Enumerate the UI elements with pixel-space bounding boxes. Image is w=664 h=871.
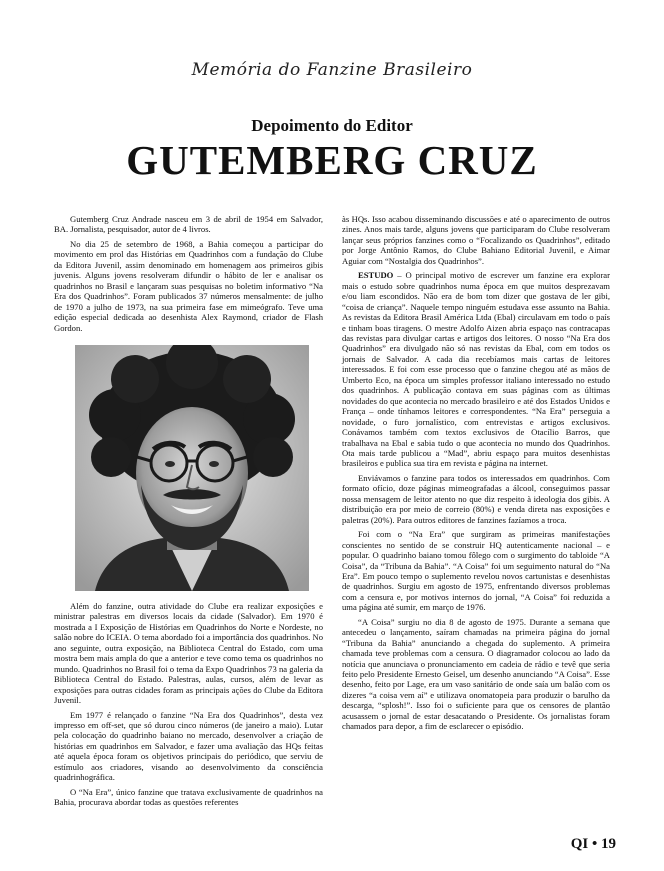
paragraph (342, 270, 610, 469)
kicker: Depoimento do Editor (251, 116, 413, 135)
paragraph-text: – O principal motivo de escrever um fanzine era explorar mais o estudo sobre quadrinhos numa época em que muitos desprezavam e/ou liam escondidos. Não era de bom tom dizer que gostava de ler gibi, “coisa de criança”. Naquele tempo ninguém estudava esse assunto na Bahia. As revistas da Editora Brasil América Ltda (Ebal) circulavam em todo o país e tinham boas tiragens. O mestre Adolfo Aizen abria espaço nas contracapas das revistas para divulgar cartas e artigos dos leitores. O nosso “Na Era dos Quadrinhos” era divulgado não só nas revistas da Ebal, com em todos os jornais de Salvador. A cada dia recebíamos mais cartas de leitores interessados. E foi com esse processo que o fanzine chegou até as mãos de Umberto Eco, na época um simples professor italiano interessado no estudo dos quadrinhos. A publicação contava em suas páginas com as últimas novidades do que acontecia no mercado brasileiro e até dos Estados Unidos e França – onde tínhamos leitores e correspondentes. “Na Era” perseguia a novidade, o furo jornalístico, com entrevistas e artigos exclusivos. Conávamos também com textos exclusivos de Otacílio Barros, que trabalhava na Ebal e sabia tudo o que acontecia no mundo dos Quadrinhos. Ota mais tarde publicou a “Mad”, abriu espaço para muitos desenhistas brasileiros e publica sua tira em revista e página na internet. (342, 270, 610, 469)
page-title: GUTEMBERG CRUZ (126, 137, 538, 183)
paragraph: “A Coisa” surgiu no dia 8 de agosto de 1975. Durante a semana que antecedeu o lançamento, saíram chamadas na primeira página do jornal “Tribuna da Bahia” anunciando a chegada do suplemento. A primeira chamada teve problemas com a censura. O diagramador colocou ao lado da notícia que anunciava o pronunciamento em cadeia de rádio e tevê que seria feito pelo Presidente Ernesto Geisel, um desenho anunciando “A Coisa”. Esse desenho, feito por Lage, era um vaso sanitário de onde saía um balão com os dizeres “a coisa vem aí” e utilizava onomatopeia para produzir o barulho da descarga, “splosh!”. Isso foi o suficiente para que os censores de plantão acusassem o jornal de estar desacatando o Presidente. Os jornalistas foram chamados para depor, a fim de esclarecer o episódio. (342, 616, 610, 732)
portrait-photo (75, 345, 309, 591)
paragraph: às HQs. Isso acabou disseminando discussões e até o aparecimento de outros zines. Anos mais tarde, alguns jovens que participaram do Clube resolveram lançar seus próprios fanzines como o “Focalizando os Quadrinhos”, editado por Jorge Antônio Ramos, do Clube Bahiano Editorial Juvenil, e Aimar Aguiar com “Nostalgia dos Quadrinhos”. (342, 214, 610, 266)
right-column (342, 214, 610, 736)
paragraph: O “Na Era”, único fanzine que tratava exclusivamente de quadrinhos na Bahia, procurava abordar todas as questões referentes (54, 786, 323, 808)
page-number: QI • 19 (570, 836, 616, 852)
paragraph: Em 1977 é relançado o fanzine “Na Era dos Quadrinhos”, desta vez impresso em off-set, que só durou cinco números (de janeiro a maio). Lutar pela colocação do quadrinho baiano no mercado, desenvolver a criação de histórias em quadrinhos em Salvador, e fazer uma avaliação das HQs feitas até aquela época foram os objetivos principais do periódico, que serviu de estímulo aos criadores, visando ao desenvolvimento da consciência quadrinhográfica. (54, 709, 323, 783)
paragraph: Além do fanzine, outra atividade do Clube era realizar exposições e ministrar palestras em diversos locais da cidade (Salvador). Em 1970 é mostrada a I Exposição de Histórias em Quadrinhos do Norte e Nordeste, no salão nobre do ICEIA. O tema abordado foi a importância dos quadrinhos. No ano seguinte, outra exposição, na Biblioteca Central do Estado, com uma mostra bem mais ampla do que a anterior e teve como tema os quadrinhos no mundo. Quadrinhos no Brasil foi o tema da Expo Quadrinhos 73 na galeria da Biblioteca Central do Estado. Palestras, aulas, cursos, além de levar as exposições para outras cidades foram as principais ações do Clube da Editora Juvenil. (54, 600, 323, 706)
running-title: Memória do Fanzine Brasileiro (191, 60, 473, 80)
paragraph: No dia 25 de setembro de 1968, a Bahia começou a participar do movimento em prol das Histórias em Quadrinhos com a fundação do Clube da Editora Juvenil, assim denominado em homenagem aos primeiros gibis juvenis. Alguns jovens resolveram difundir o hábito de ler e analisar os quadrinhos no Brasil e lançaram suas pesquisas no boletim informativo “Na Era dos Quadrinhos”. Foram publicados 37 números mensalmente: de julho de 1970 a julho de 1973, na sua primeira fase em mimeógrafo. Teve uma edição especial dedicada ao desenhista Alex Raymond, criador de Flash Gordon. (54, 238, 323, 333)
paragraph: Gutemberg Cruz Andrade nasceu em 3 de abril de 1954 em Salvador, BA. Jornalista, pesquisador, autor de 4 livros. (54, 214, 323, 235)
paragraph: Foi com o “Na Era” que surgiram as primeiras manifestações conscientes no sentido de se construir HQ autenticamente nacional – e popular. O quadrinho baiano tomou fôlego com o surgimento do tabloide “A Coisa”, da “Tribuna da Bahia”. “A Coisa” foi um seguimento natural do “Na Era”. Em pouco tempo o suplemento revelou novos cartunistas e desenhistas de quadrinhos. Surgiu em agosto de 1975, enfrentando diversos problemas com a censura e, por motivos internos do jornal, “A Coisa” foi reduzida a uma página até sumir, em março de 1976. (342, 529, 610, 613)
left-column (54, 214, 323, 812)
section-heading: ESTUDO (358, 270, 394, 281)
paragraph: Enviávamos o fanzine para todos os interessados em quadrinhos. Com formato ofício, doze páginas mimeografadas a álcool, conseguimos passar nossa mensagem de leitor atento no que diz respeito à ideologia dos gibis. A distribuição era por meio de correio (80%) e venda direta nas exposições e paletras (20%). Para outros editores de fanzines fazíamos a troca. (342, 472, 610, 525)
